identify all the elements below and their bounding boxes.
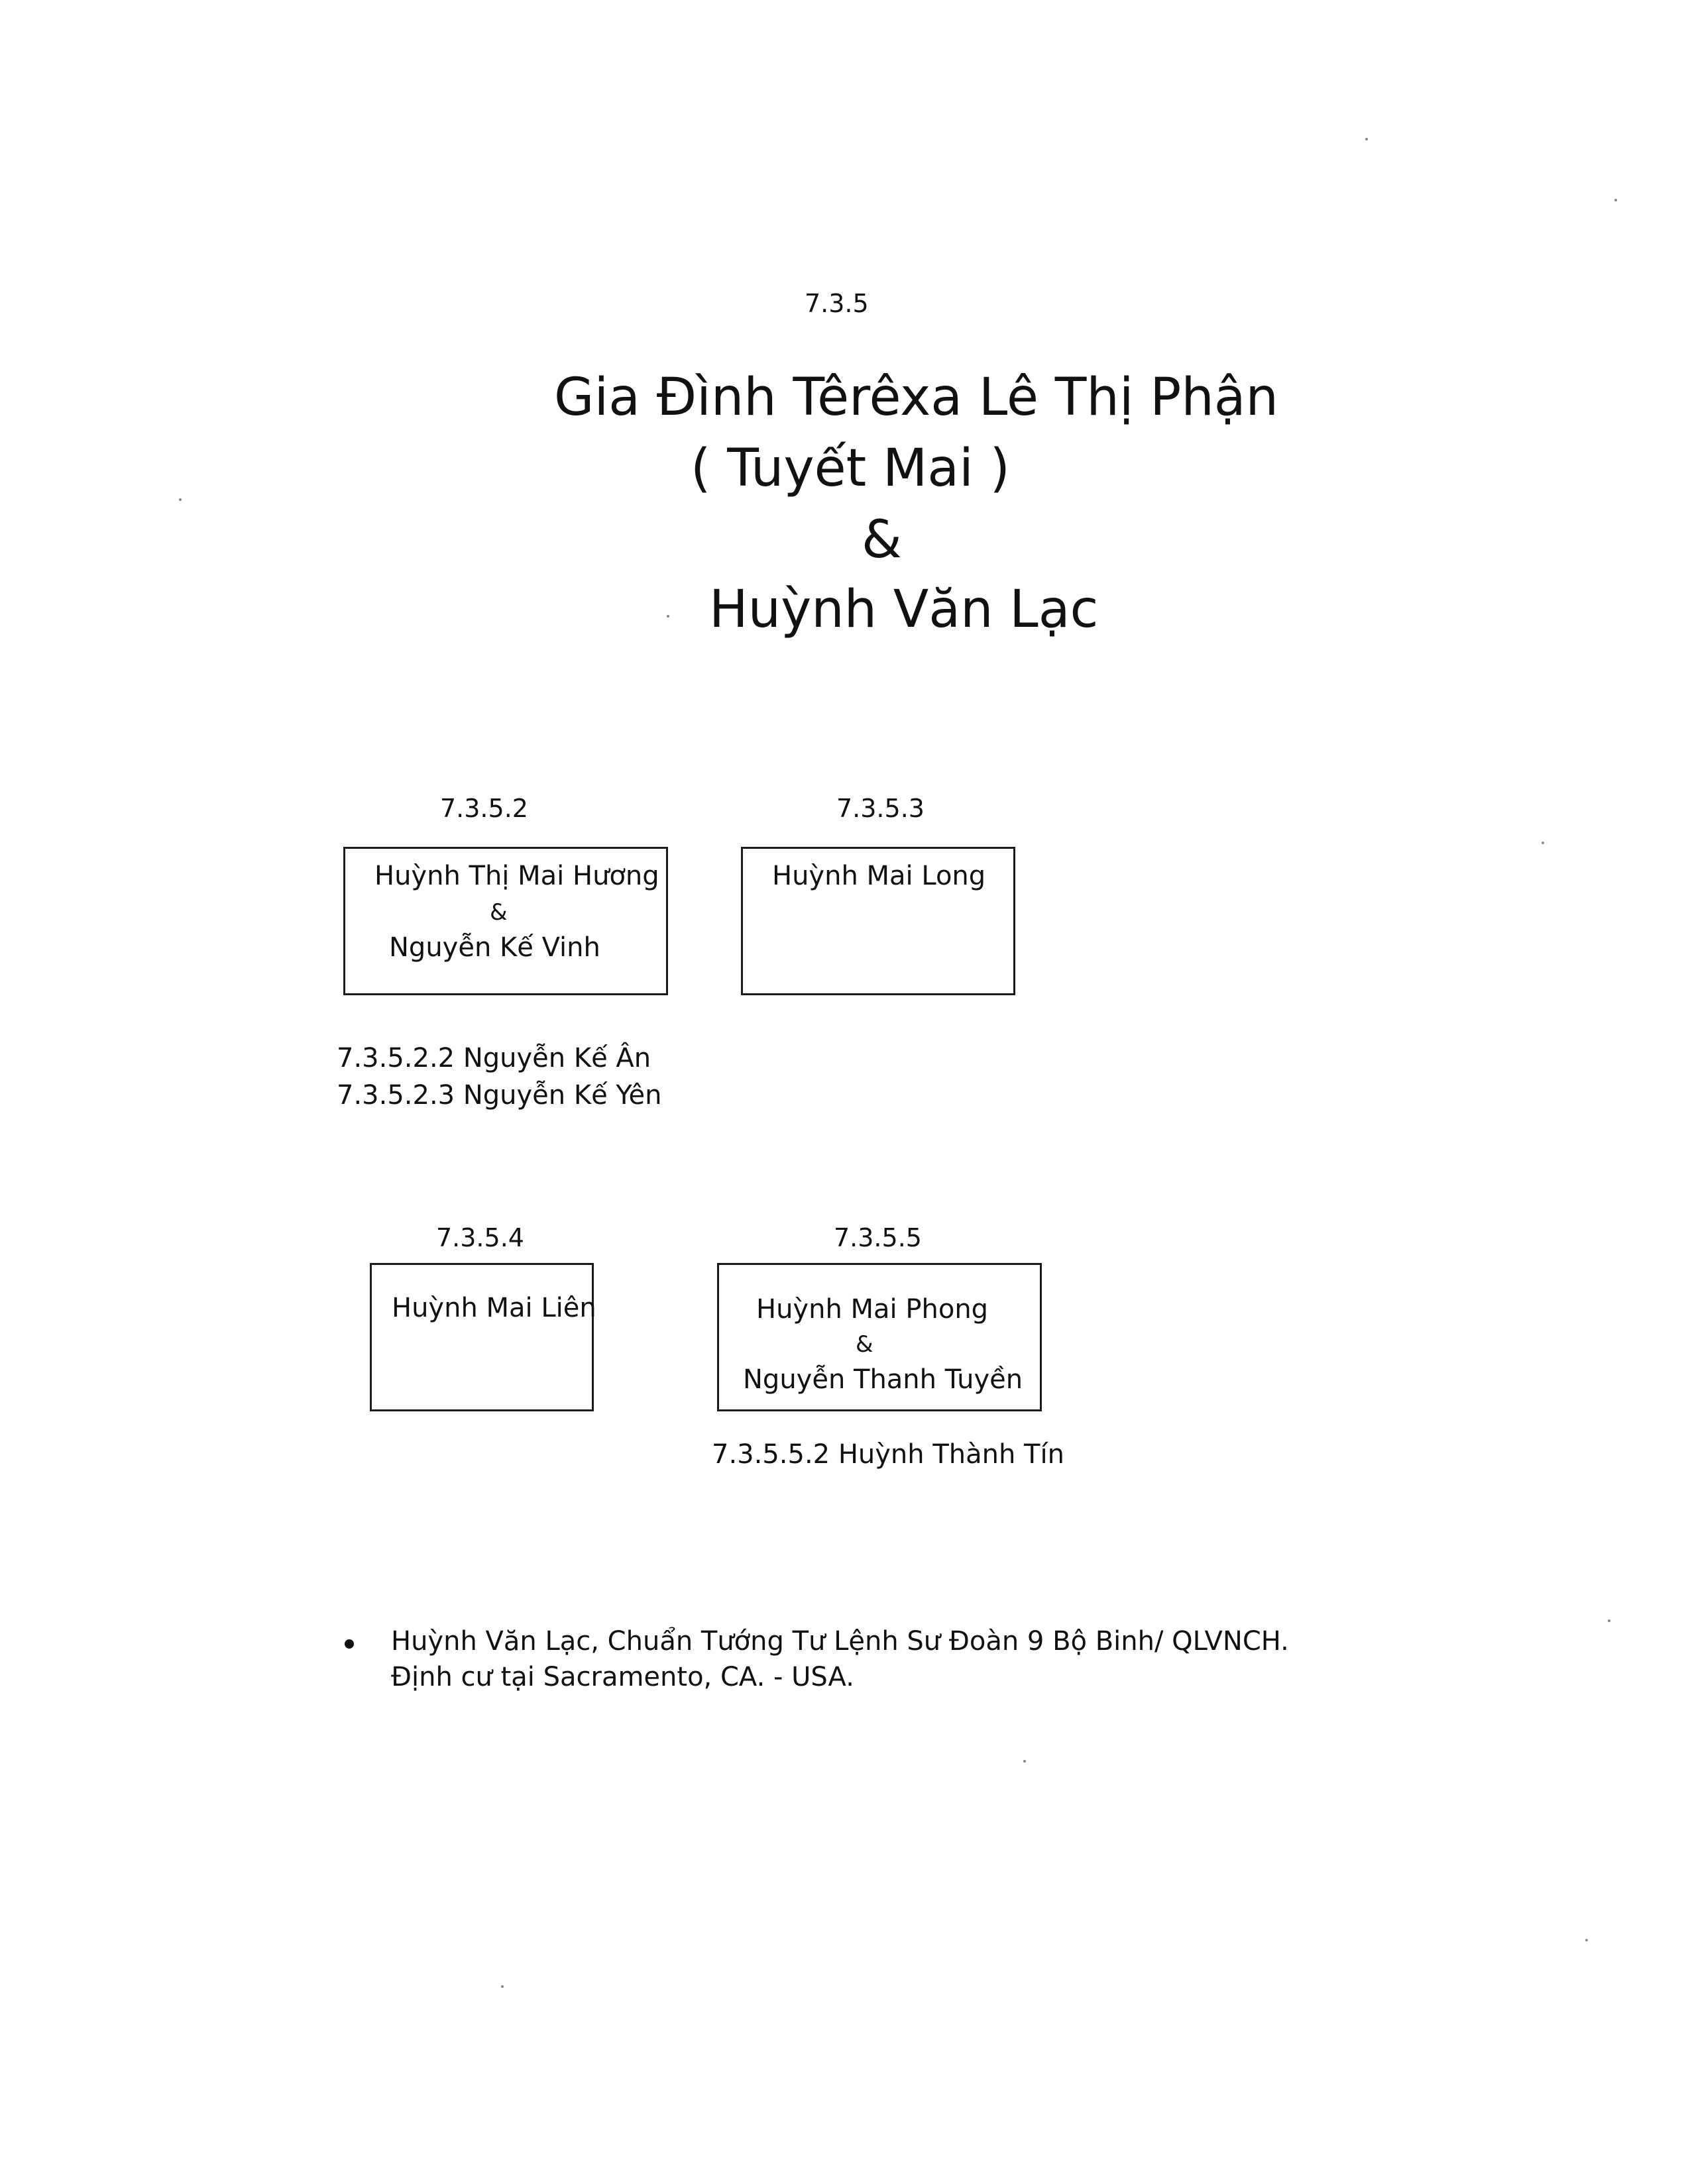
family-member-name: Huỳnh Mai Liên xyxy=(392,1293,596,1323)
title-line-3: Huỳnh Văn Lạc xyxy=(709,580,1099,639)
family-member-name: Huỳnh Mai Long xyxy=(772,861,986,891)
ampersand: & xyxy=(490,899,508,926)
scan-speck xyxy=(667,615,669,618)
ampersand: & xyxy=(856,1331,873,1358)
family-number: 7.3.5.5 xyxy=(834,1223,922,1252)
family-box xyxy=(370,1263,594,1411)
child-entry: 7.3.5.5.2 Huỳnh Thành Tín xyxy=(712,1439,1064,1470)
scan-speck xyxy=(179,498,182,501)
scan-speck xyxy=(1585,1939,1588,1941)
spouse-name: Nguyễn Thanh Tuyền xyxy=(743,1364,1023,1395)
family-member-name: Huỳnh Mai Phong xyxy=(756,1294,989,1325)
family-member-name: Huỳnh Thị Mai Hương xyxy=(374,861,659,891)
family-box xyxy=(741,847,1015,995)
title-line-2: ( Tuyết Mai ) xyxy=(691,439,1010,498)
child-entry: 7.3.5.2.2 Nguyễn Kế Ân xyxy=(337,1043,651,1073)
section-number: 7.3.5 xyxy=(805,289,869,318)
family-box xyxy=(343,847,668,995)
family-number: 7.3.5.2 xyxy=(440,794,528,823)
bullet-icon xyxy=(345,1639,354,1649)
note-line-1: Huỳnh Văn Lạc, Chuẩn Tướng Tư Lệnh Sư Đoàn 9 Bộ Binh/ QLVNCH. xyxy=(391,1626,1289,1657)
title-line-1: Gia Đình Têrêxa Lê Thị Phận xyxy=(554,368,1278,427)
family-box xyxy=(717,1263,1042,1411)
scan-speck xyxy=(1614,199,1617,201)
scan-speck xyxy=(1608,1619,1610,1622)
scan-speck xyxy=(1542,842,1544,844)
scan-speck xyxy=(1023,1760,1026,1763)
family-number: 7.3.5.4 xyxy=(436,1223,524,1252)
title-ampersand: & xyxy=(862,510,902,570)
scan-speck xyxy=(501,1985,504,1988)
spouse-name: Nguyễn Kế Vinh xyxy=(389,932,600,963)
note-line-2: Định cư tại Sacramento, CA. - USA. xyxy=(391,1662,854,1692)
family-number: 7.3.5.3 xyxy=(836,794,925,823)
scan-speck xyxy=(1365,138,1368,140)
child-entry: 7.3.5.2.3 Nguyễn Kế Yên xyxy=(337,1080,662,1111)
